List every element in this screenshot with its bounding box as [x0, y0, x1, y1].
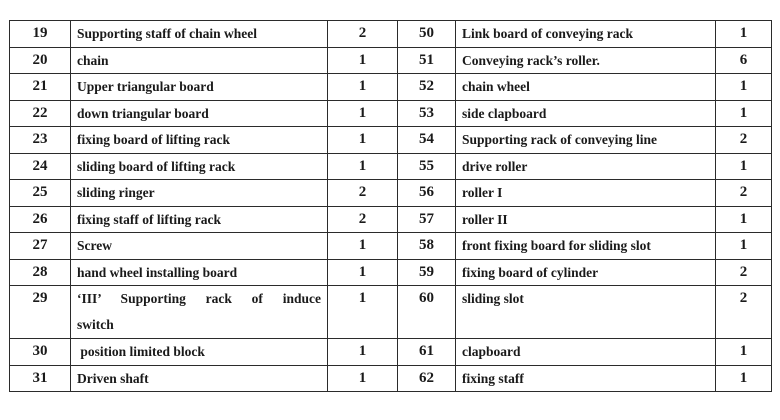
parts-list-table [9, 20, 772, 392]
part-name-line: ‘III’ Supporting rack of induce [77, 291, 321, 306]
part-quantity: 1 [716, 153, 772, 180]
table-row [10, 233, 772, 260]
part-name: sliding board of lifting rack [71, 153, 328, 180]
part-quantity: 1 [328, 233, 398, 260]
part-quantity: 1 [328, 100, 398, 127]
part-name: fixing board of lifting rack [71, 127, 328, 154]
part-number: 30 [10, 339, 71, 366]
part-number: 25 [10, 180, 71, 207]
part-number: 61 [398, 339, 456, 366]
part-quantity: 1 [328, 259, 398, 286]
part-number: 60 [398, 286, 456, 339]
part-name: roller I [456, 180, 716, 207]
table-row [10, 259, 772, 286]
part-quantity: 2 [716, 286, 772, 339]
part-quantity: 1 [328, 286, 398, 339]
table-row [10, 47, 772, 74]
part-quantity: 1 [328, 365, 398, 392]
table-row [10, 180, 772, 207]
part-quantity: 1 [328, 47, 398, 74]
part-number: 59 [398, 259, 456, 286]
table-row [10, 339, 772, 366]
part-number: 53 [398, 100, 456, 127]
part-name: fixing staff [456, 365, 716, 392]
part-number: 27 [10, 233, 71, 260]
part-number: 54 [398, 127, 456, 154]
part-number: 22 [10, 100, 71, 127]
part-name: Upper triangular board [71, 74, 328, 101]
part-number: 56 [398, 180, 456, 207]
part-number: 28 [10, 259, 71, 286]
part-number: 51 [398, 47, 456, 74]
part-number: 55 [398, 153, 456, 180]
part-quantity: 1 [716, 339, 772, 366]
part-quantity: 2 [716, 180, 772, 207]
part-quantity: 1 [328, 339, 398, 366]
table-row [10, 286, 772, 339]
part-name-line: switch [77, 317, 114, 332]
part-number: 62 [398, 365, 456, 392]
part-number: 29 [10, 286, 71, 339]
part-quantity: 1 [716, 21, 772, 48]
table-row [10, 365, 772, 392]
part-number: 57 [398, 206, 456, 233]
part-name: roller II [456, 206, 716, 233]
part-quantity: 6 [716, 47, 772, 74]
part-quantity: 2 [716, 259, 772, 286]
part-quantity: 2 [328, 180, 398, 207]
table-row [10, 153, 772, 180]
part-quantity: 1 [716, 74, 772, 101]
part-name: Supporting staff of chain wheel [71, 21, 328, 48]
part-number: 31 [10, 365, 71, 392]
part-name: clapboard [456, 339, 716, 366]
part-name: sliding slot [456, 286, 716, 339]
part-name: drive roller [456, 153, 716, 180]
table-row [10, 74, 772, 101]
part-number: 26 [10, 206, 71, 233]
part-name: position limited block [71, 339, 328, 366]
part-number: 23 [10, 127, 71, 154]
part-quantity: 1 [328, 127, 398, 154]
part-quantity: 1 [328, 153, 398, 180]
part-name [71, 286, 328, 339]
table-row [10, 127, 772, 154]
part-number: 24 [10, 153, 71, 180]
part-name: fixing staff of lifting rack [71, 206, 328, 233]
part-quantity: 1 [716, 233, 772, 260]
part-number: 20 [10, 47, 71, 74]
part-name: Driven shaft [71, 365, 328, 392]
part-quantity: 1 [716, 100, 772, 127]
part-name: fixing board of cylinder [456, 259, 716, 286]
part-name: Conveying rack’s roller. [456, 47, 716, 74]
part-name: down triangular board [71, 100, 328, 127]
part-number: 21 [10, 74, 71, 101]
part-name: sliding ringer [71, 180, 328, 207]
table-row [10, 21, 772, 48]
part-name: chain [71, 47, 328, 74]
part-name: Supporting rack of conveying line [456, 127, 716, 154]
part-quantity: 1 [716, 206, 772, 233]
table-row [10, 100, 772, 127]
part-quantity: 1 [716, 365, 772, 392]
part-name: Screw [71, 233, 328, 260]
part-quantity: 1 [328, 74, 398, 101]
part-name: hand wheel installing board [71, 259, 328, 286]
part-quantity: 2 [328, 206, 398, 233]
part-number: 58 [398, 233, 456, 260]
part-name: side clapboard [456, 100, 716, 127]
part-name: Link board of conveying rack [456, 21, 716, 48]
part-name: front fixing board for sliding slot [456, 233, 716, 260]
part-quantity: 2 [716, 127, 772, 154]
part-quantity: 2 [328, 21, 398, 48]
table-row [10, 206, 772, 233]
part-name: chain wheel [456, 74, 716, 101]
part-number: 50 [398, 21, 456, 48]
part-number: 52 [398, 74, 456, 101]
part-number: 19 [10, 21, 71, 48]
